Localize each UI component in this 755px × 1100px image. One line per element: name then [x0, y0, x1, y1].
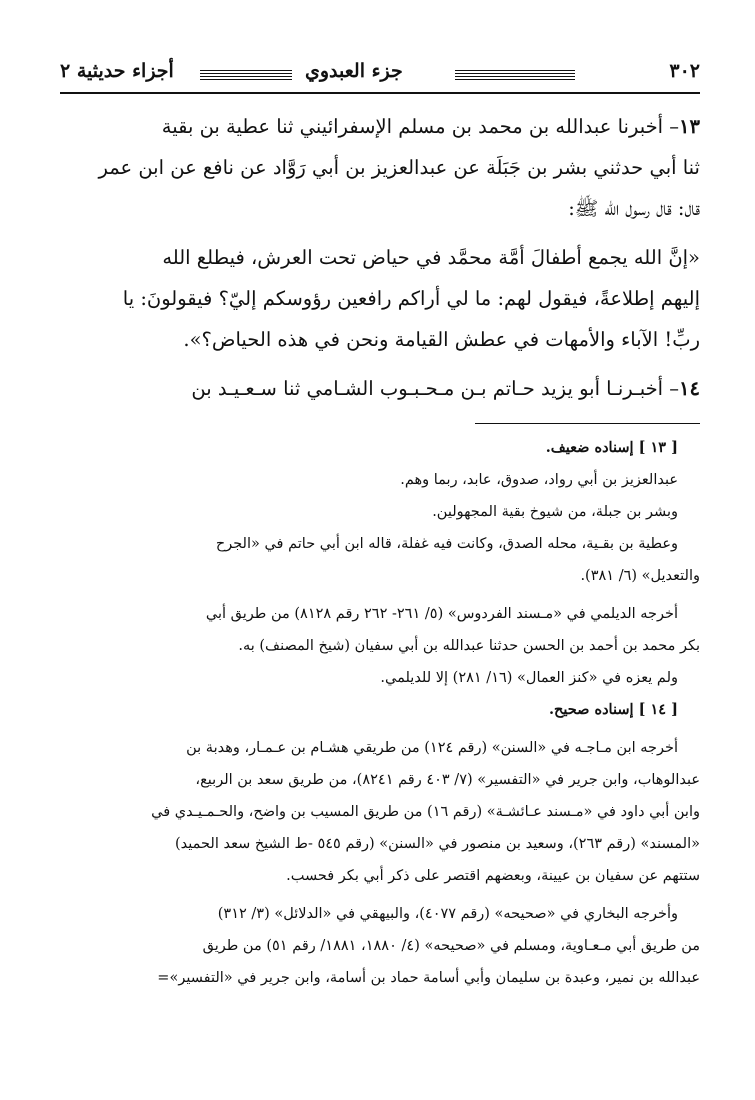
- note-line: ستتهم عن سفيان بن عيينة، وبعضهم اقتصر على ذكر أبي بكر فحسب.: [286, 868, 700, 884]
- hadith-number: ١٣: [679, 115, 700, 138]
- note-line: وبشر بن جبلة، من شيوخ بقية المجهولين.: [432, 504, 678, 520]
- series-title: أجزاء حديثية ٢: [60, 60, 174, 82]
- footnote-divider: [475, 423, 700, 424]
- note-line: والتعديل» (٦/ ٣٨١).: [580, 568, 700, 584]
- hadith-13-line-2: ثنا أبي حدثني بشر بن جَبَلَة عن عبدالعزيز بن أبي رَوَّاد عن نافع عن ابن عمر: [98, 156, 700, 179]
- header-ornament-right: [455, 68, 575, 80]
- matn-line-3: ربِّ! الآباء والأمهات في عطش القيامة ونحن في هذه الحياض؟».: [183, 328, 700, 351]
- note-14-heading: [ ١٤ ] إسناده صحيح.: [549, 701, 678, 718]
- page-header: [60, 58, 700, 94]
- note-line: بكر محمد بن أحمد بن الحسن حدثنا عبدالله بن أبي سفيان (شيخ المصنف) به.: [238, 638, 700, 654]
- note-line: عبدالعزيز بن أبي رواد، صدوق، عابد، ربما وهم.: [400, 472, 678, 488]
- hadith-14-line-1: ١٤– أخبـرنـا أبو يزيد حـاتم بـن مـحـبـوب الشـامي ثنا سـعـيـد بن: [191, 377, 700, 400]
- note-line: وابن أبي داود في «مـسند عـائشـة» (رقم ١٦) من طريق المسيب بن واضح، والحـمـيـدي في: [151, 804, 700, 820]
- note-line: أخرجه ابن مـاجـه في «السنن» (رقم ١٢٤) من طريقي هشـام بن عـمـار، وهدبة بن: [186, 740, 678, 756]
- note-line: وأخرجه البخاري في «صحيحه» (رقم ٤٠٧٧)، والبيهقي في «الدلائل» (٣/ ٣١٢): [217, 906, 678, 922]
- page-number: ٣٠٢: [669, 60, 700, 82]
- note-13-heading: [ ١٣ ] إسناده ضعيف.: [545, 439, 678, 456]
- note-line: من طريق أبي مـعـاوية، ومسلم في «صحيحه» (٤/ ١٨٨٠، ١٨٨١/ رقم ٥١) من طريق: [202, 938, 700, 954]
- note-line: عبدالله بن نمير، وعبدة بن سليمان وأبي أسامة حماد بن أسامة، وابن جرير في «التفسير»=: [157, 970, 700, 986]
- note-line: ولم يعزه في «كنز العمال» (١٦/ ٢٨١) إلا للديلمي.: [380, 670, 678, 686]
- part-title: جزء العبدوي: [305, 60, 403, 82]
- hadith-14-isnad: [60, 368, 700, 409]
- note-line: أخرجه الديلمي في «مـسند الفردوس» (٥/ ٢٦١- ٢٦٢ رقم ٨١٢٨) من طريق أبي: [205, 606, 678, 622]
- hadith-number: ١٤: [679, 377, 700, 400]
- header-ornament-left: [200, 68, 292, 80]
- note-line: عبدالوهاب، وابن جرير في «التفسير» (٧/ ٤٠٣ رقم ٨٢٤١)، من طريق سعد بن الربيع،: [195, 772, 700, 788]
- hadith-13-line-3: قال: قال رسول الله ﷺ:: [568, 197, 700, 220]
- main-text: [60, 106, 700, 409]
- note-line: وعطية بن بقـية، محله الصدق، وكانت فيه غفلة، قاله ابن أبي حاتم في «الجرح: [215, 536, 678, 552]
- note-line: «المسند» (رقم ٢٦٣)، وسعيد بن منصور في «السنن» (رقم ٥٤٥ -ط الشيخ سعد الحميد): [175, 836, 700, 852]
- hadith-13-matn: [60, 237, 700, 360]
- matn-line-2: إليهم إطلاعةً، فيقول لهم: ما لي أراكم رافعين رؤوسكم إليّ؟ فيقولونَ: يا: [122, 287, 700, 310]
- hadith-13-line-1: ١٣– أخبرنا عبدالله بن محمد بن مسلم الإسفرائيني ثنا عطية بن بقية: [161, 115, 700, 138]
- hadith-13-isnad: [60, 106, 700, 229]
- footnotes: [60, 432, 700, 994]
- book-page: [60, 58, 700, 994]
- matn-line-1: «إنَّ الله يجمع أطفالَ أمَّة محمَّد في حياض تحت العرش، فيطلع الله: [162, 246, 700, 269]
